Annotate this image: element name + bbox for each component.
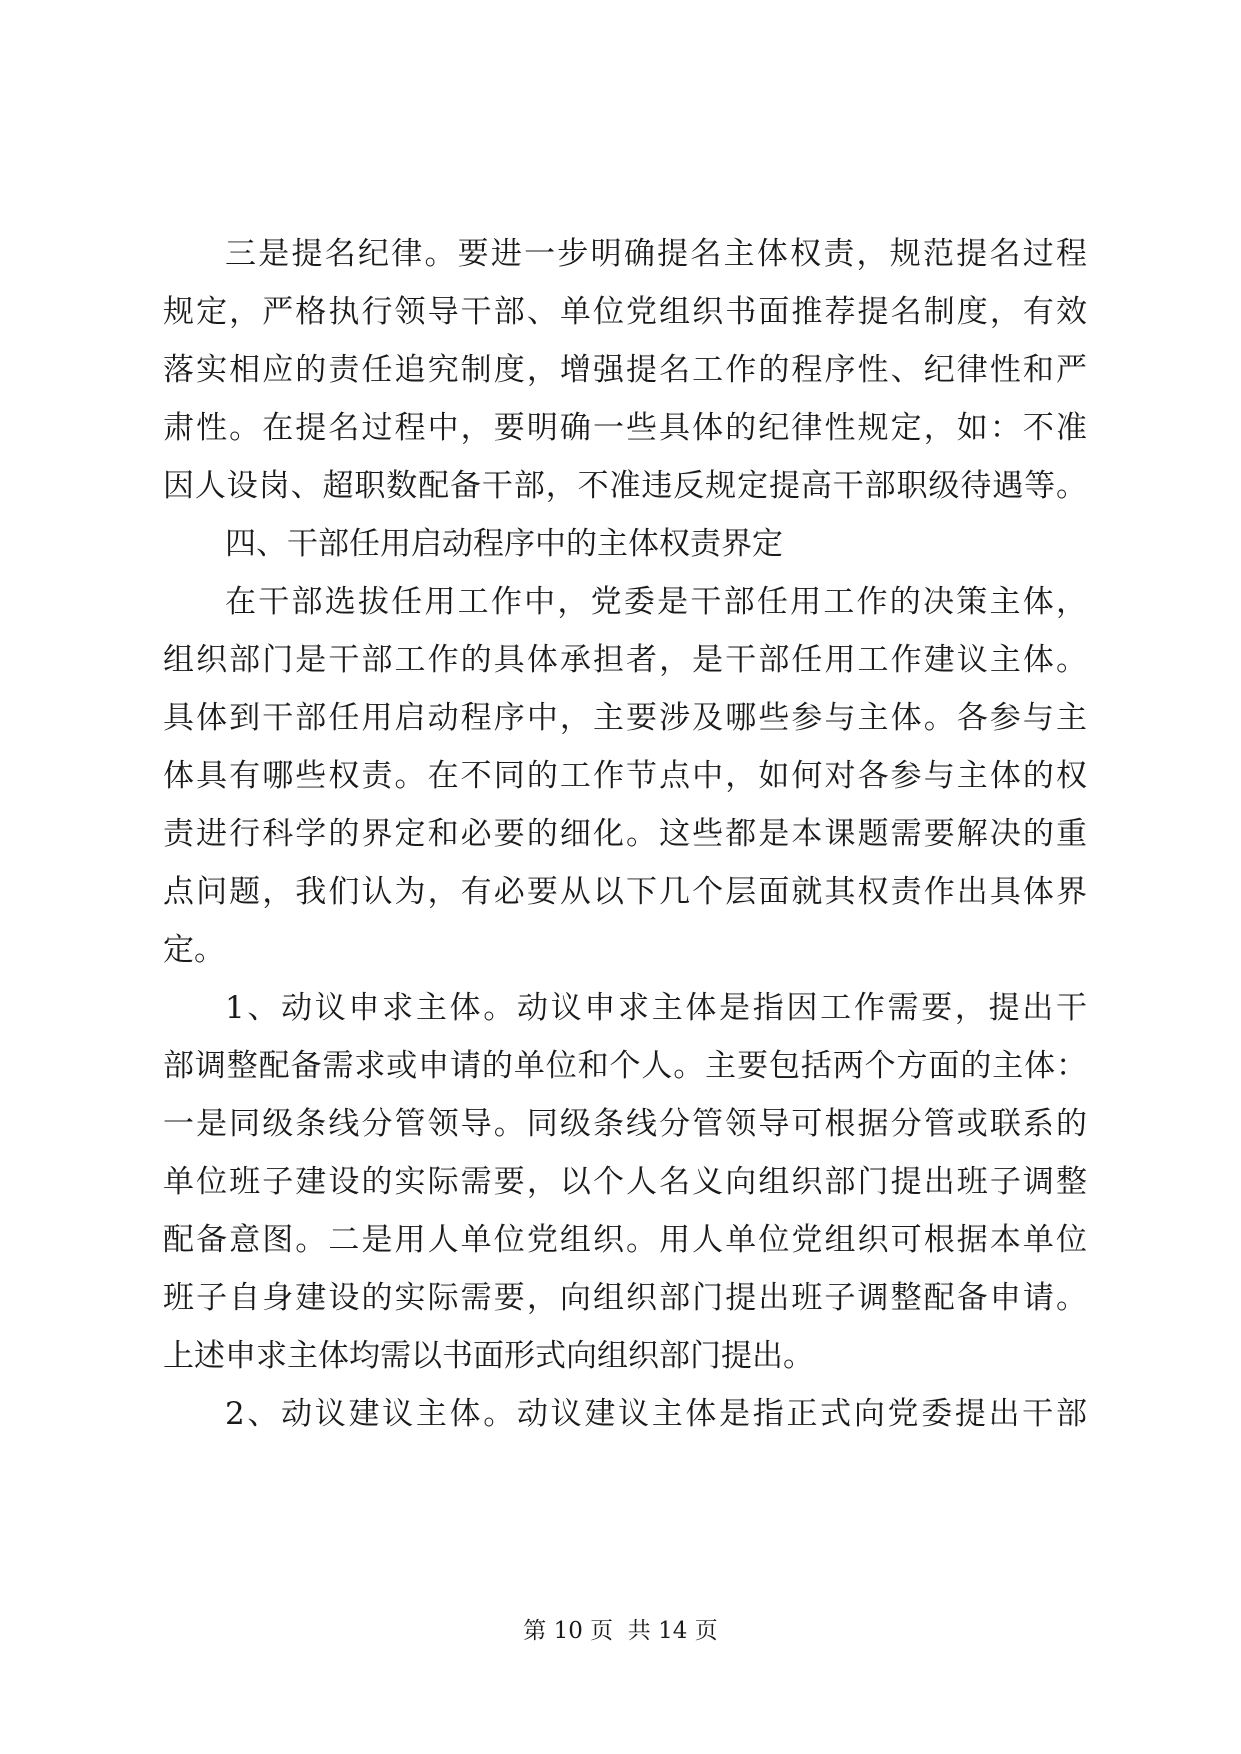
text-line: 具体到干部任用启动程序中，主要涉及哪些参与主体。各参与主 bbox=[163, 700, 1087, 736]
section-heading: 四、干部任用启动程序中的主体权责界定 bbox=[225, 526, 783, 562]
document-body bbox=[163, 225, 1087, 1443]
text-line: 落实相应的责任追究制度，增强提名工作的程序性、纪律性和严 bbox=[163, 352, 1087, 388]
text-line: 部调整配备需求或申请的单位和个人。主要包括两个方面的主体： bbox=[163, 1048, 1087, 1084]
text-line: 肃性。在提名过程中，要明确一些具体的纪律性规定，如：不准 bbox=[163, 410, 1087, 446]
text-line: 因人设岗、超职数配备干部，不准违反规定提高干部职级待遇等。 bbox=[163, 468, 1087, 504]
text-line: 定。 bbox=[163, 932, 225, 968]
text-line: 单位班子建设的实际需要，以个人名义向组织部门提出班子调整 bbox=[163, 1164, 1087, 1200]
text-line: 一是同级条线分管领导。同级条线分管领导可根据分管或联系的 bbox=[163, 1106, 1087, 1142]
text-line: 上述申求主体均需以书面形式向组织部门提出。 bbox=[163, 1338, 814, 1374]
text-line: 点问题，我们认为，有必要从以下几个层面就其权责作出具体界 bbox=[163, 874, 1087, 910]
text-line: 体具有哪些权责。在不同的工作节点中，如何对各参与主体的权 bbox=[163, 758, 1087, 794]
text-line: 规定，严格执行领导干部、单位党组织书面推荐提名制度，有效 bbox=[163, 294, 1087, 330]
text-line: 配备意图。二是用人单位党组织。用人单位党组织可根据本单位 bbox=[163, 1222, 1087, 1258]
page-number-footer: 第 10 页 共 14 页 bbox=[523, 1618, 718, 1644]
text-line: 三是提名纪律。要进一步明确提名主体权责，规范提名过程 bbox=[225, 236, 1087, 272]
text-line: 1、动议申求主体。动议申求主体是指因工作需要，提出干 bbox=[225, 990, 1087, 1026]
text-line: 2、动议建议主体。动议建议主体是指正式向党委提出干部 bbox=[225, 1396, 1087, 1432]
text-line: 在干部选拔任用工作中，党委是干部任用工作的决策主体， bbox=[225, 584, 1087, 620]
text-line: 责进行科学的界定和必要的细化。这些都是本课题需要解决的重 bbox=[163, 816, 1087, 852]
text-line: 组织部门是干部工作的具体承担者，是干部任用工作建议主体。 bbox=[163, 642, 1087, 678]
text-line: 班子自身建设的实际需要，向组织部门提出班子调整配备申请。 bbox=[163, 1280, 1087, 1316]
